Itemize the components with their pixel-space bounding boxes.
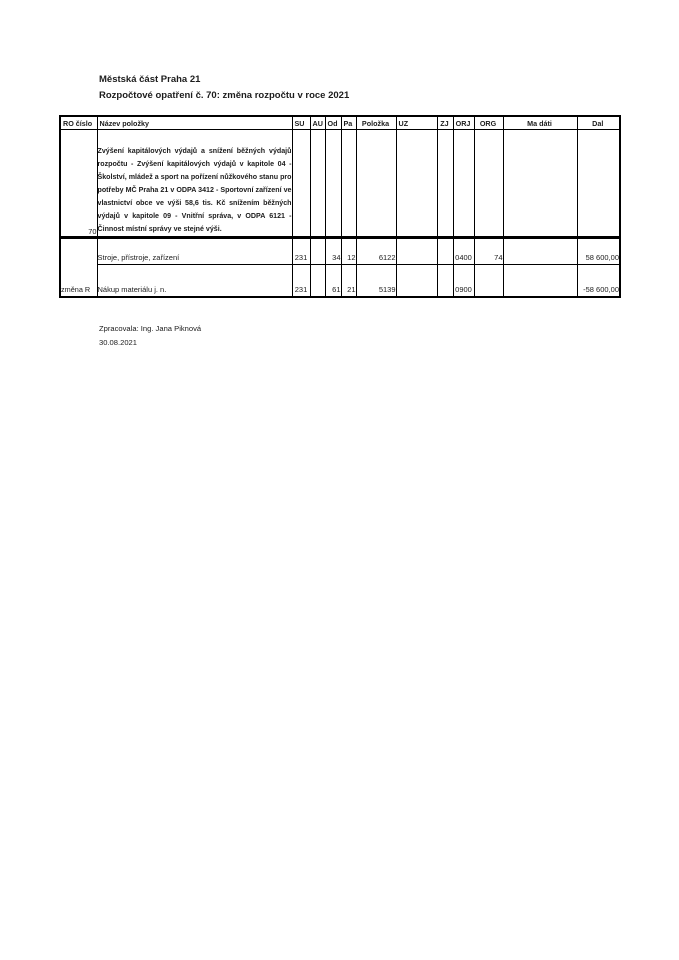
row1-od: 34 (325, 238, 341, 265)
header-su: SU (292, 116, 310, 130)
measure-description-cell (97, 130, 292, 238)
row2-pa: 21 (341, 265, 356, 298)
measure-od-empty (325, 130, 341, 238)
measure-ma-dati-empty (503, 130, 577, 238)
measure-uz-empty (396, 130, 437, 238)
row2-su: 231 (292, 265, 310, 298)
measure-row (60, 130, 620, 238)
measure-pa-empty (341, 130, 356, 238)
prepared-by: Zpracovala: Ing. Jana Piknová (99, 324, 202, 333)
header-nazev-polozky: Název položky (97, 116, 292, 130)
header-au: AU (310, 116, 325, 130)
header-dal: Dal (577, 116, 620, 130)
table-row (60, 238, 620, 265)
row1-au (310, 238, 325, 265)
row1-orj: 0400 (453, 238, 474, 265)
measure-number: 70 (60, 130, 97, 238)
row2-orj: 0900 (453, 265, 474, 298)
row2-zj (437, 265, 453, 298)
measure-su-empty (292, 130, 310, 238)
row2-dal: -58 600,00 (577, 265, 620, 298)
header-ro-cislo: RO číslo (60, 116, 97, 130)
row1-org: 74 (474, 238, 503, 265)
header-org: ORG (474, 116, 503, 130)
row1-nazev: Stroje, přístroje, zařízení (97, 238, 292, 265)
header-orj: ORJ (453, 116, 474, 130)
header-pa: Pa (341, 116, 356, 130)
row1-ma-dati (503, 238, 577, 265)
row2-au (310, 265, 325, 298)
row2-org (474, 265, 503, 298)
row2-ma-dati (503, 265, 577, 298)
measure-orj-empty (453, 130, 474, 238)
header-uz: UZ (396, 116, 437, 130)
title-org: Městská část Praha 21 (99, 74, 201, 85)
row2-polozka: 5139 (356, 265, 396, 298)
row1-pa: 12 (341, 238, 356, 265)
header-ma-dati: Ma dáti (503, 116, 577, 130)
budget-table (59, 115, 621, 298)
document-title (99, 72, 349, 104)
footer-date: 30.08.2021 (99, 338, 138, 347)
row2-uz (396, 265, 437, 298)
header-od: Od (325, 116, 341, 130)
measure-dal-empty (577, 130, 620, 238)
measure-zj-empty (437, 130, 453, 238)
header-zj: ZJ (437, 116, 453, 130)
row-change-type: změna R (60, 238, 97, 298)
table-row (60, 265, 620, 298)
measure-description: Zvýšení kapitálových výdajů a snížení běžných výdajů rozpočtu - Zvýšení kapitálových výdajů v kapitole 04 - Školství, mládež a sport na pořízení nůžkového stanu pro potřeby MČ Praha 21 v ODPA 3412 - Sportovní zařízení ve vlastnictví obce ve výši 58,6 tis. Kč snížením běžných výdajů v kapitole 09 - Vnitřní správa, v ODPA 6121 - Činnost místní správy ve stejné výši. (97, 147, 292, 233)
header-polozka: Položka (356, 116, 396, 130)
measure-polozka-empty (356, 130, 396, 238)
row2-nazev: Nákup materiálu j. n. (97, 265, 292, 298)
row1-uz (396, 238, 437, 265)
table-header-row (60, 116, 620, 130)
document-footer (99, 322, 201, 350)
row1-su: 231 (292, 238, 310, 265)
row2-od: 61 (325, 265, 341, 298)
row1-zj (437, 238, 453, 265)
measure-au-empty (310, 130, 325, 238)
row1-polozka: 6122 (356, 238, 396, 265)
title-measure: Rozpočtové opatření č. 70: změna rozpočtu v roce 2021 (99, 90, 350, 101)
row1-dal: 58 600,00 (577, 238, 620, 265)
measure-org-empty (474, 130, 503, 238)
